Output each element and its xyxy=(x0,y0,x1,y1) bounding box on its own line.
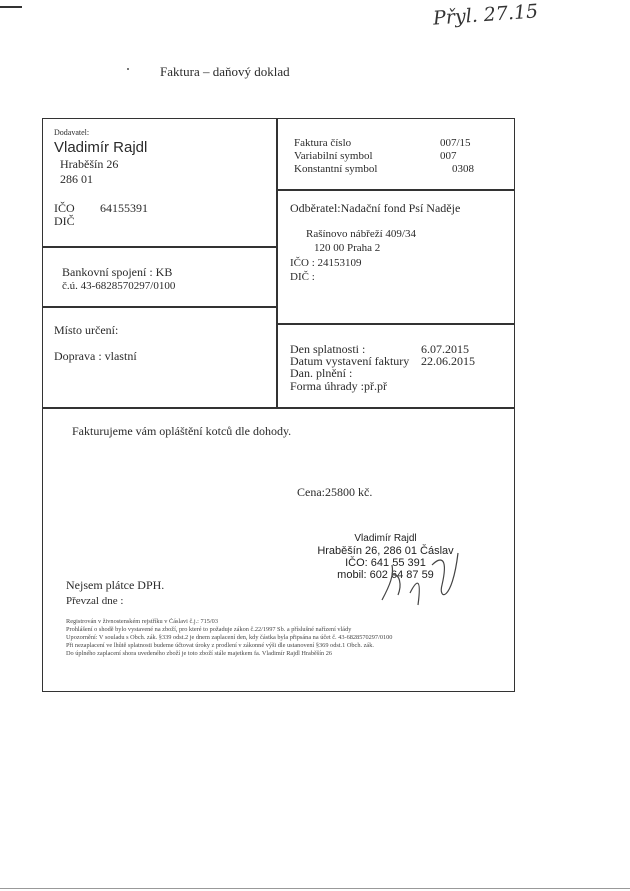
customer-dic: DIČ : xyxy=(290,271,315,283)
invoice-price: Cena:25800 kč. xyxy=(297,485,373,499)
variable-symbol-label: Variabilní symbol xyxy=(294,150,373,162)
footer-line: Registrován v živnostenském rejstříku v Čáslavi č.j.: 715/03 xyxy=(66,618,218,625)
supplier-street: Hraběšín 26 xyxy=(60,157,119,171)
row-divider-left-1 xyxy=(42,246,277,248)
destination-label: Místo určení: xyxy=(54,323,119,337)
customer-ico: IČO : 24153109 xyxy=(290,257,362,269)
due-date-label: Den splatnosti : xyxy=(290,342,366,356)
due-date: 6.07.2015 xyxy=(421,342,469,356)
legal-footer xyxy=(66,618,511,658)
vat-note: Nejsem plátce DPH. xyxy=(66,578,165,592)
row-divider-right-2 xyxy=(276,323,515,325)
stamp-ico: IČO: 641 55 391 xyxy=(345,557,426,569)
issue-date: 22.06.2015 xyxy=(421,354,475,368)
footer-line: Upozornění: V souladu s Obch. zák. §339 odst.2 je dnem zaplacení den, kdy částka byla připsána na účet č. 43-6828570297/0100 xyxy=(66,634,393,641)
constant-symbol: 0308 xyxy=(452,163,474,175)
received-label: Převzal dne : xyxy=(66,595,124,607)
bank-account: č.ú. 43-6828570297/0100 xyxy=(62,280,176,292)
handwritten-note: Přyl. 27.15 xyxy=(432,0,539,30)
invoice-description: Fakturujeme vám opláštění kotců dle dohody. xyxy=(72,424,292,438)
footer-line: Do úplného zaplacení shora uvedeného zboží je toto zboží stále majetkem fa. Vladimír Rajdl Hraběšín 26 xyxy=(66,650,333,657)
invoice-number-label: Faktura číslo xyxy=(294,137,352,149)
stamp-name: Vladimír Rajdl xyxy=(354,533,417,544)
row-divider-right-1 xyxy=(276,189,515,191)
issue-date-label: Datum vystavení faktury xyxy=(290,354,410,368)
column-divider xyxy=(276,118,278,408)
customer-street: Rašínovo nábřeží 409/34 xyxy=(306,228,416,240)
stamp-address: Hraběšín 26, 286 01 Čáslav xyxy=(317,545,454,557)
supplier-zip: 286 01 xyxy=(60,172,93,186)
supplier-dic-label: DIČ xyxy=(54,214,75,228)
customer-label: Odběratel:Nadační fond Psí Naděje xyxy=(290,201,461,215)
supplier-label: Dodavatel: xyxy=(54,128,90,137)
supplier-ico: 64155391 xyxy=(100,201,148,215)
payment-method: Forma úhrady :př.př xyxy=(290,379,387,393)
variable-symbol: 007 xyxy=(440,150,457,162)
row-divider-main xyxy=(42,407,515,409)
bank-connection: Bankovní spojení : KB xyxy=(62,265,173,279)
document-title: Faktura – daňový doklad xyxy=(160,64,290,79)
constant-symbol-label: Konstantní symbol xyxy=(294,163,378,175)
supplier-ico-label: IČO xyxy=(54,201,75,215)
footer-line: Při nezaplacení ve lhůtě splatnosti budeme účtovat úroky z prodlení v zákonné výši dle ustanovení §369 odst.1 Obch. zák. xyxy=(66,642,374,649)
stamp-mobile: mobil: 602 64 87 59 xyxy=(337,569,434,581)
scan-dot xyxy=(127,68,129,70)
tax-date-label: Dan. plnění : xyxy=(290,366,353,380)
customer-city: 120 00 Praha 2 xyxy=(314,242,381,254)
supplier-name: Vladimír Rajdl xyxy=(54,139,148,156)
footer-line: Prohlášení o shodě bylo vystavené na zboží, pro které to požaduje zákon č.22/1997 Sb. a příslušné nařízení vlády xyxy=(66,626,352,633)
invoice-number: 007/15 xyxy=(440,137,471,149)
row-divider-left-2 xyxy=(42,306,277,308)
transport: Doprava : vlastní xyxy=(54,349,137,363)
bottom-edge-mark xyxy=(0,888,630,889)
signature xyxy=(372,545,462,615)
top-edge-mark xyxy=(0,6,22,8)
